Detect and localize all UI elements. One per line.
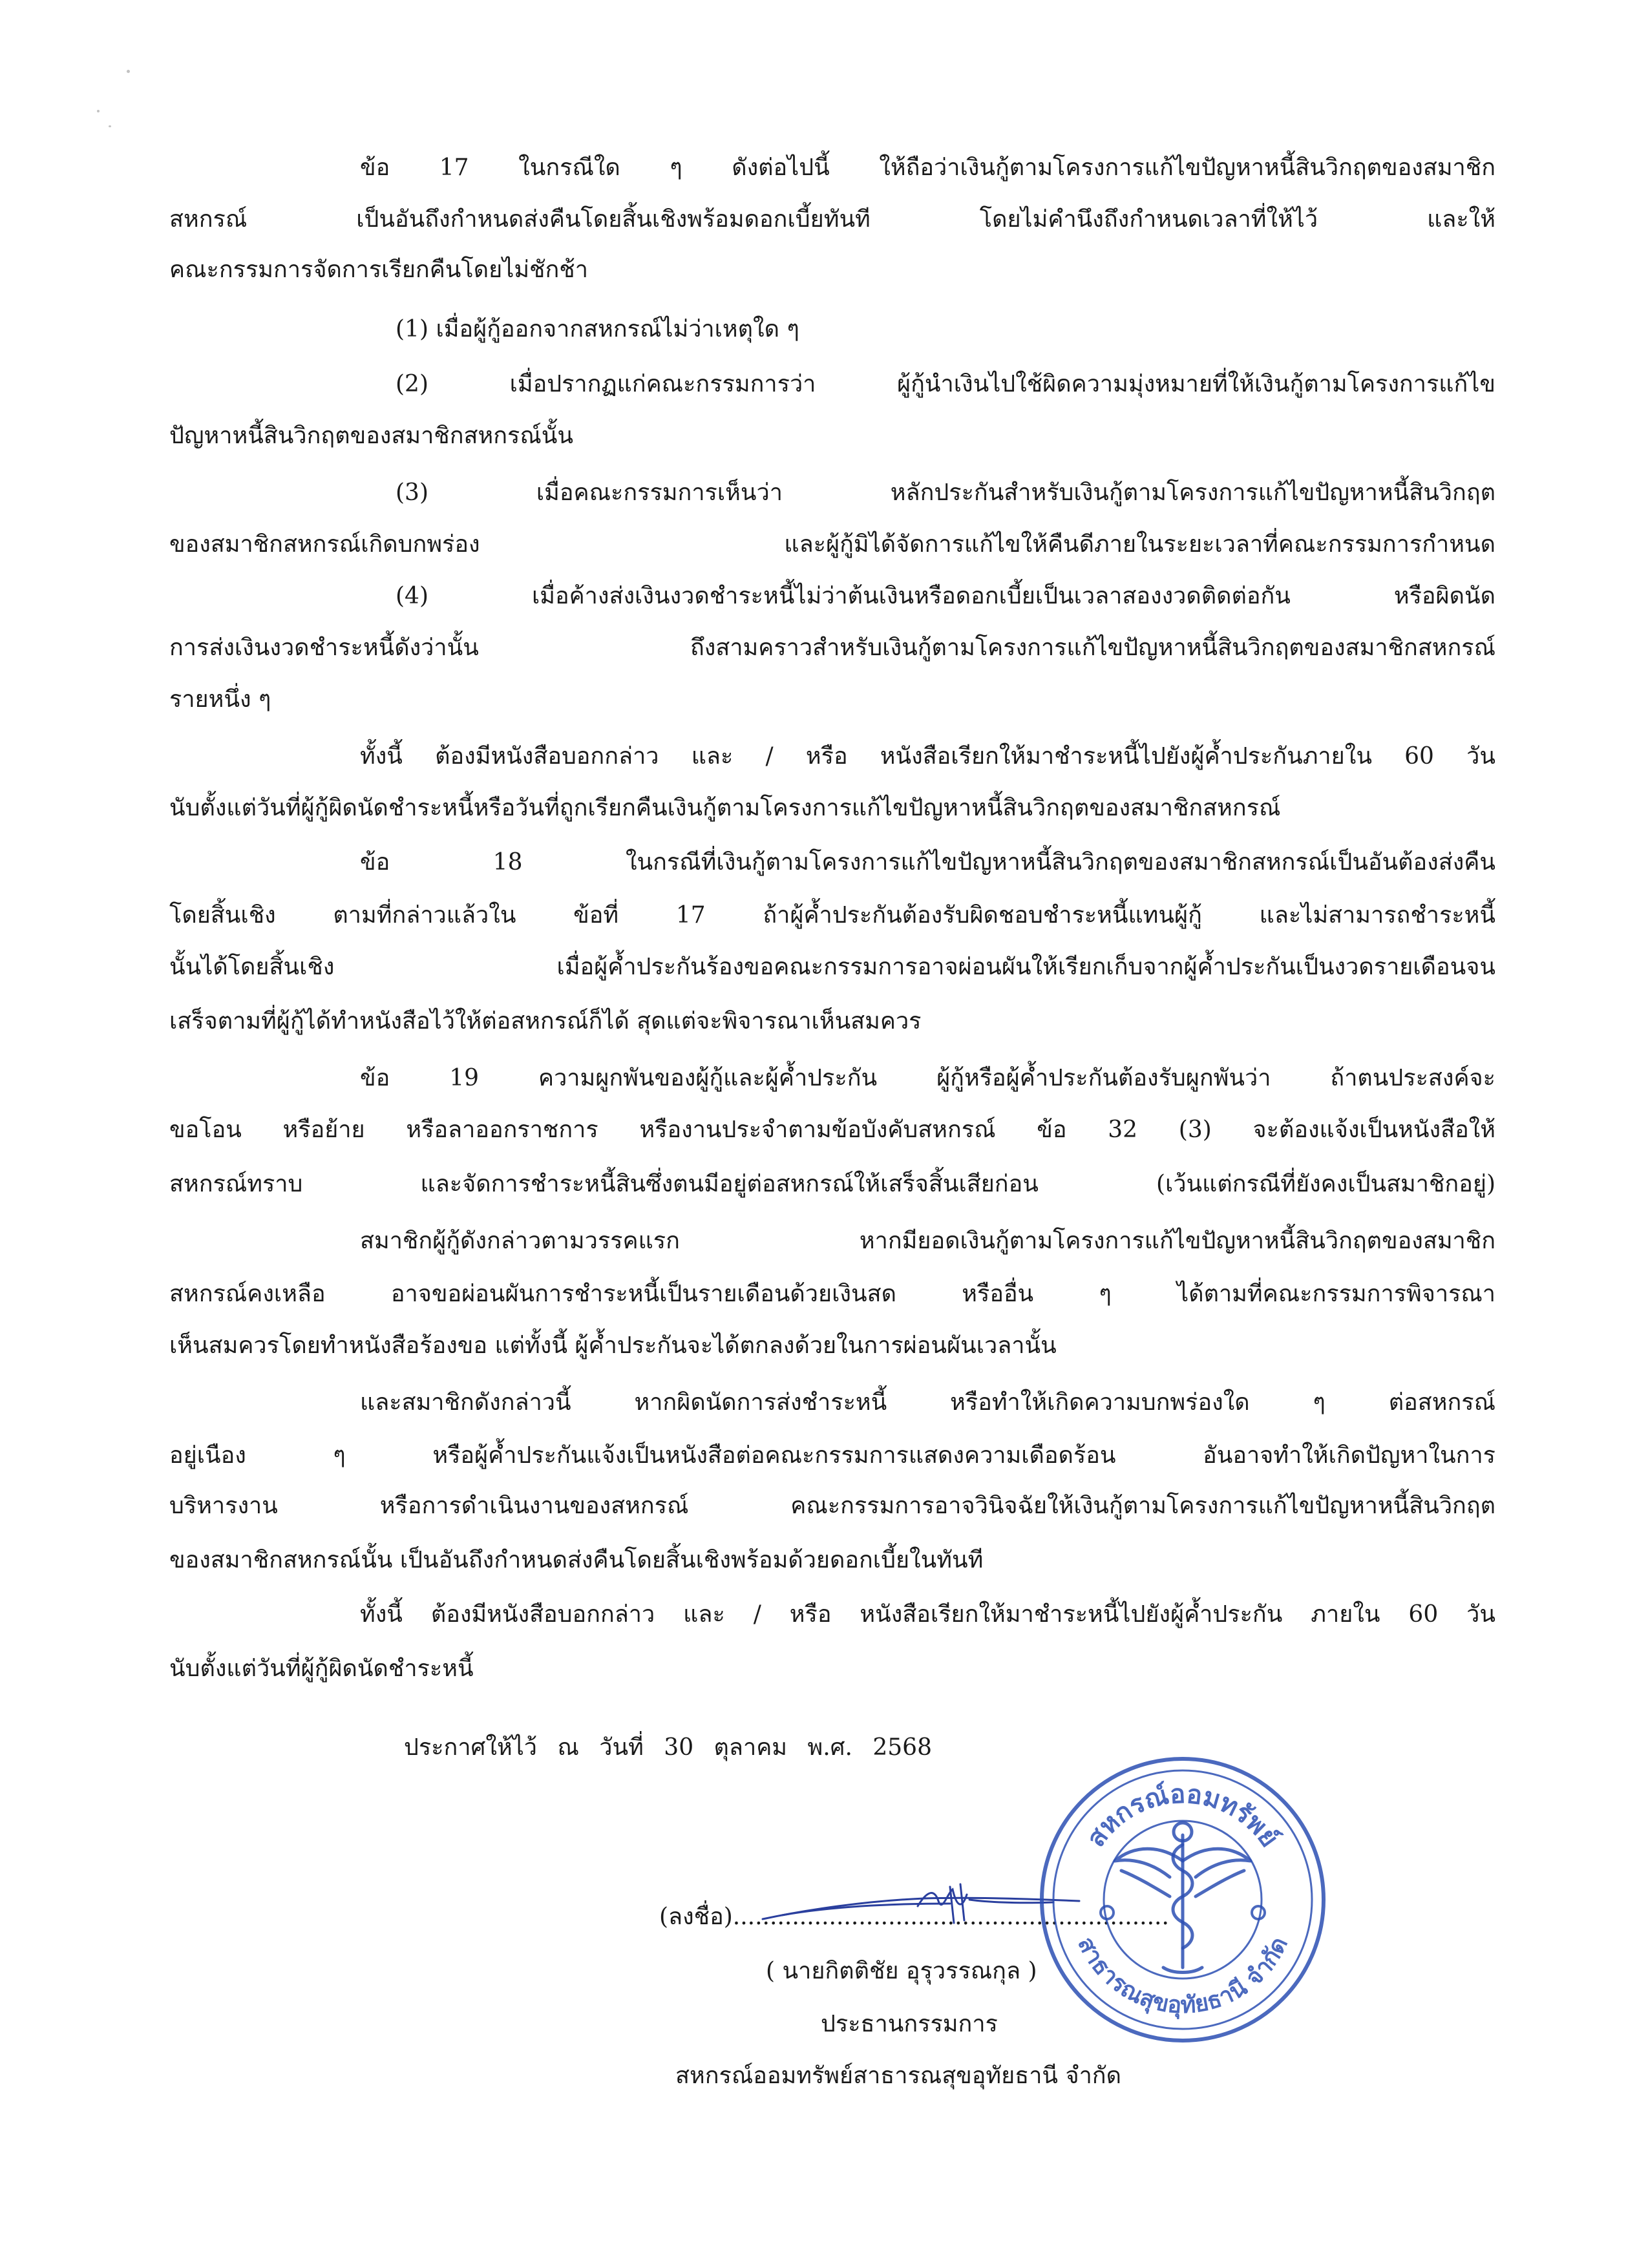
article-19-line-3: สหกรณ์ทราบ และจัดการชำระหนี้สินซึ่งตนมีอยู่ต่อสหกรณ์ให้เสร็จสิ้นเสียก่อน (เว้นแต่กรณีที่ยังคงเป็นสมาชิกอยู่): [169, 1171, 1495, 1197]
article-18-line-2: โดยสิ้นเชิง ตามที่กล่าวแล้วใน ข้อที่ 17 ถ้าผู้ค้ำประกันต้องรับผิดชอบชำระหนี้แทนผู้กู้ และไม่สามารถชำระหนี้: [169, 902, 1495, 929]
scan-speck: [97, 110, 100, 112]
article-19-para-3-line-1: และสมาชิกดังกล่าวนี้ หากผิดนัดการส่งชำระหนี้ หรือทำให้เกิดความบกพร่องใด ๆ ต่อสหกรณ์: [360, 1389, 1495, 1416]
announcement-date: ประกาศให้ไว้ ณ วันที่ 30 ตุลาคม พ.ศ. 2568: [404, 1734, 932, 1761]
article-19-para-4-line-2: นับตั้งแต่วันที่ผู้กู้ผิดนัดชำระหนี้: [169, 1655, 474, 1682]
article-19-para-3-line-4: ของสมาชิกสหกรณ์นั้น เป็นอันถึงกำหนดส่งคืนโดยสิ้นเชิงพร้อมด้วยดอกเบี้ยในทันที: [169, 1547, 984, 1573]
article-17-item-2-line-1: (2) เมื่อปรากฏแก่คณะกรรมการว่า ผู้กู้นำเงินไปใช้ผิดความมุ่งหมายที่ให้เงินกู้ตามโครงการแก้ไข: [396, 371, 1495, 397]
scan-speck: [127, 70, 130, 73]
article-17-item-4-line-1: (4) เมื่อค้างส่งเงินงวดชำระหนี้ไม่ว่าต้นเงินหรือดอกเบี้ยเป็นเวลาสองงวดติดต่อกัน หรือผิดนัด: [396, 583, 1495, 609]
article-19-para-3-line-2: อยู่เนือง ๆ หรือผู้ค้ำประกันแจ้งเป็นหนังสือต่อคณะกรรมการแสดงความเดือดร้อน อันอาจทำให้เกิดปัญหาในการ: [169, 1442, 1495, 1469]
article-17-notice-line-2: นับตั้งแต่วันที่ผู้กู้ผิดนัดชำระหนี้หรือวันที่ถูกเรียกคืนเงินกู้ตามโครงการแก้ไขปัญหาหนี้สินวิกฤตของสมาชิกสหกรณ์: [169, 795, 1281, 821]
article-18-line-4: เสร็จตามที่ผู้กู้ได้ทำหนังสือไว้ให้ต่อสหกรณ์ก็ได้ สุดแต่จะพิจารณาเห็นสมควร: [169, 1008, 922, 1034]
article-17-item-4-line-3: รายหนึ่ง ๆ: [169, 686, 271, 713]
article-19-line-1: ข้อ 19 ความผูกพันของผู้กู้และผู้ค้ำประกัน ผู้กู้หรือผู้ค้ำประกันต้องรับผูกพันว่า ถ้าตนประสงค์จะ: [360, 1065, 1495, 1091]
article-19-para-2-line-2: สหกรณ์คงเหลือ อาจขอผ่อนผันการชำระหนี้เป็นรายเดือนด้วยเงินสด หรืออื่น ๆ ได้ตามที่คณะกรรมการพิจารณา: [169, 1281, 1495, 1307]
article-19-para-4-line-1: ทั้งนี้ ต้องมีหนังสือบอกกล่าว และ / หรือ หนังสือเรียกให้มาชำระหนี้ไปยังผู้ค้ำประกัน ภายใน 60 วัน: [360, 1601, 1495, 1628]
article-17-line-1: ข้อ 17 ในกรณีใด ๆ ดังต่อไปนี้ ให้ถือว่าเงินกู้ตามโครงการแก้ไขปัญหาหนี้สินวิกฤตของสมาชิก: [360, 154, 1495, 181]
article-19-para-2-line-1: สมาชิกผู้กู้ดังกล่าวตามวรรคแรก หากมียอดเงินกู้ตามโครงการแก้ไขปัญหาหนี้สินวิกฤตของสมาชิก: [360, 1228, 1495, 1254]
article-17-item-3-line-1: (3) เมื่อคณะกรรมการเห็นว่า หลักประกันสำหรับเงินกู้ตามโครงการแก้ไขปัญหาหนี้สินวิกฤต: [396, 479, 1495, 506]
svg-text:สาธารณสุขอุทัยธานี จำกัด: สาธารณสุขอุทัยธานี จำกัด: [1072, 1933, 1293, 2019]
article-18-line-1: ข้อ 18 ในกรณีที่เงินกู้ตามโครงการแก้ไขปัญหาหนี้สินวิกฤตของสมาชิกสหกรณ์เป็นอันต้องส่งคืน: [360, 849, 1495, 876]
signer-name: ( นายกิตติชัย อุรุวรรณกุล ): [766, 1958, 1037, 1984]
article-17-item-2-line-2: ปัญหาหนี้สินวิกฤตของสมาชิกสหกรณ์นั้น: [169, 423, 573, 449]
article-17-item-4-line-2: การส่งเงินงวดชำระหนี้ดังว่านั้น ถึงสามคราวสำหรับเงินกู้ตามโครงการแก้ไขปัญหาหนี้สินวิกฤตของสมาชิกสหกรณ์: [169, 635, 1495, 661]
article-17-item-3-line-2: ของสมาชิกสหกรณ์เกิดบกพร่อง และผู้กู้มิได้จัดการแก้ไขให้คืนดีภายในระยะเวลาที่คณะกรรมการกำหนด: [169, 531, 1495, 558]
article-19-para-3-line-3: บริหารงาน หรือการดำเนินงานของสหกรณ์ คณะกรรมการอาจวินิจฉัยให้เงินกู้ตามโครงการแก้ไขปัญหาหนี้สินวิกฤต: [169, 1493, 1495, 1519]
scan-speck: [109, 125, 111, 127]
article-19-para-2-line-3: เห็นสมควรโดยทำหนังสือร้องขอ แต่ทั้งนี้ ผู้ค้ำประกันจะได้ตกลงด้วยในการผ่อนผันเวลานั้น: [169, 1332, 1057, 1359]
signer-position: ประธานกรรมการ: [821, 2011, 998, 2037]
signature-label: (ลงชื่อ)...........................................................: [659, 1904, 1169, 1930]
article-17-line-3: คณะกรรมการจัดการเรียกคืนโดยไม่ชักช้า: [169, 257, 588, 283]
article-19-line-2: ขอโอน หรือย้าย หรือลาออกราชการ หรืองานประจำตามข้อบังคับสหกรณ์ ข้อ 32 (3) จะต้องแจ้งเป็นหนังสือให้: [169, 1117, 1495, 1143]
cooperative-seal: [1031, 1748, 1335, 2052]
organization-name: สหกรณ์ออมทรัพย์สาธารณสุขอุทัยธานี จำกัด: [675, 2063, 1121, 2089]
article-17-line-2: สหกรณ์ เป็นอันถึงกำหนดส่งคืนโดยสิ้นเชิงพร้อมดอกเบี้ยทันที โดยไม่คำนึงถึงกำหนดเวลาที่ให้ไว้ และให้: [169, 206, 1495, 233]
article-17-item-1: (1) เมื่อผู้กู้ออกจากสหกรณ์ไม่ว่าเหตุใด ๆ: [396, 316, 799, 342]
article-17-notice-line-1: ทั้งนี้ ต้องมีหนังสือบอกกล่าว และ / หรือ หนังสือเรียกให้มาชำระหนี้ไปยังผู้ค้ำประกันภายใน 60 วัน: [360, 743, 1495, 770]
article-18-line-3: นั้นได้โดยสิ้นเชิง เมื่อผู้ค้ำประกันร้องขอคณะกรรมการอาจผ่อนผันให้เรียกเก็บจากผู้ค้ำประกันเป็นงวดรายเดือนจน: [169, 954, 1495, 980]
svg-text:สหกรณ์ออมทรัพย์: สหกรณ์ออมทรัพย์: [1081, 1779, 1285, 1853]
